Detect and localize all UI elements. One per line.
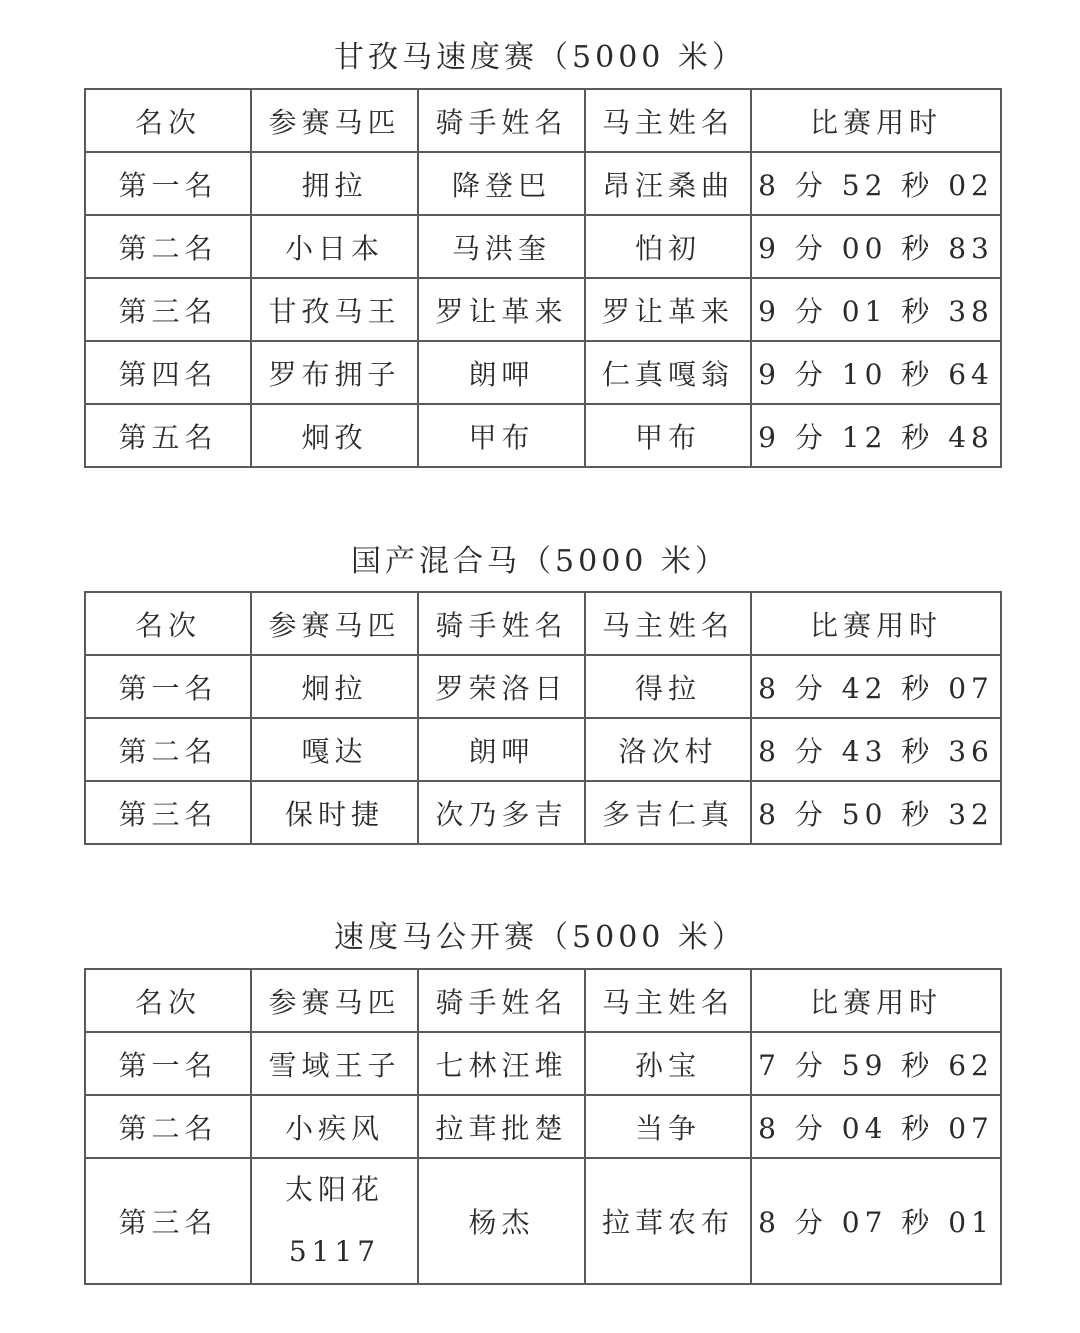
table-title: 速度马公开赛（5000 米） [334,920,746,955]
header-time: 比赛用时 [751,969,1001,1032]
cell-time: 9 分 10 秒 64 [751,341,1001,404]
cell-owner: 当争 [585,1095,751,1158]
table-row [85,655,1001,718]
cell-horse-line: 太阳花 [284,1173,384,1206]
header-rank: 名次 [85,592,251,655]
cell-horse: 小日本 [251,215,418,278]
cell-rank: 第四名 [85,341,251,404]
cell-owner: 昂汪桑曲 [585,152,751,215]
cell-horse: 保时捷 [251,781,418,844]
cell-owner: 拉茸农布 [585,1158,751,1284]
cell-jockey: 次乃多吉 [418,781,585,844]
header-owner: 马主姓名 [585,592,751,655]
cell-time: 8 分 50 秒 32 [751,781,1001,844]
header-horse: 参赛马匹 [251,969,418,1032]
cell-jockey: 拉茸批楚 [418,1095,585,1158]
cell-jockey: 朗呷 [418,718,585,781]
header-rank: 名次 [85,89,251,152]
cell-horse: 罗布拥子 [251,341,418,404]
header-horse: 参赛马匹 [251,592,418,655]
cell-horse: 小疾风 [251,1095,418,1158]
cell-rank: 第三名 [85,1158,251,1284]
cell-jockey: 罗让革来 [418,278,585,341]
table-row [85,1032,1001,1095]
cell-rank: 第一名 [85,152,251,215]
cell-time: 8 分 07 秒 01 [751,1158,1001,1284]
table-header-row [85,592,1001,655]
table-row [85,278,1001,341]
cell-jockey: 杨杰 [418,1158,585,1284]
cell-horse: 嘎达 [251,718,418,781]
table-title: 甘孜马速度赛（5000 米） [334,40,746,75]
cell-rank: 第五名 [85,404,251,467]
table-row [85,718,1001,781]
table-header-row [85,969,1001,1032]
cell-jockey: 甲布 [418,404,585,467]
header-rank: 名次 [85,969,251,1032]
cell-time: 8 分 43 秒 36 [751,718,1001,781]
cell-rank: 第二名 [85,718,251,781]
cell-horse: 雪域王子 [251,1032,418,1095]
cell-time: 8 分 42 秒 07 [751,655,1001,718]
table-row [85,152,1001,215]
results-table-speed-open [84,968,1002,1285]
cell-rank: 第三名 [85,781,251,844]
cell-time: 8 分 52 秒 02 [751,152,1001,215]
cell-horse: 炯拉 [251,655,418,718]
cell-jockey: 朗呷 [418,341,585,404]
results-table-mixed-horse [84,591,1002,845]
header-jockey: 骑手姓名 [418,89,585,152]
cell-rank: 第一名 [85,1032,251,1095]
cell-owner: 罗让革来 [585,278,751,341]
table-header-row [85,89,1001,152]
header-horse: 参赛马匹 [251,89,418,152]
header-owner: 马主姓名 [585,969,751,1032]
cell-time: 8 分 04 秒 07 [751,1095,1001,1158]
table-title: 国产混合马（5000 米） [351,544,729,579]
cell-rank: 第一名 [85,655,251,718]
cell-time: 9 分 01 秒 38 [751,278,1001,341]
cell-time: 9 分 12 秒 48 [751,404,1001,467]
cell-horse: 拥拉 [251,152,418,215]
cell-owner: 怕初 [585,215,751,278]
cell-horse-line: 5117 [288,1235,381,1268]
cell-owner: 洛次村 [585,718,751,781]
cell-owner: 甲布 [585,404,751,467]
table-row [85,341,1001,404]
cell-owner: 得拉 [585,655,751,718]
cell-jockey: 七林汪堆 [418,1032,585,1095]
header-time: 比赛用时 [751,592,1001,655]
table-row [85,404,1001,467]
cell-jockey: 马洪奎 [418,215,585,278]
cell-owner: 多吉仁真 [585,781,751,844]
header-jockey: 骑手姓名 [418,592,585,655]
cell-jockey: 罗荣洛日 [418,655,585,718]
cell-rank: 第三名 [85,278,251,341]
cell-time: 9 分 00 秒 83 [751,215,1001,278]
header-owner: 马主姓名 [585,89,751,152]
cell-horse [251,1158,418,1284]
table-row [85,1095,1001,1158]
results-table-ganzi-speed [84,88,1002,468]
cell-time: 7 分 59 秒 62 [751,1032,1001,1095]
cell-horse: 甘孜马王 [251,278,418,341]
cell-owner: 孙宝 [585,1032,751,1095]
table-row [85,1158,1001,1284]
cell-horse: 炯孜 [251,404,418,467]
cell-rank: 第二名 [85,1095,251,1158]
table-row [85,215,1001,278]
header-time: 比赛用时 [751,89,1001,152]
cell-rank: 第二名 [85,215,251,278]
cell-jockey: 降登巴 [418,152,585,215]
cell-owner: 仁真嘎翁 [585,341,751,404]
table-row [85,781,1001,844]
header-jockey: 骑手姓名 [418,969,585,1032]
